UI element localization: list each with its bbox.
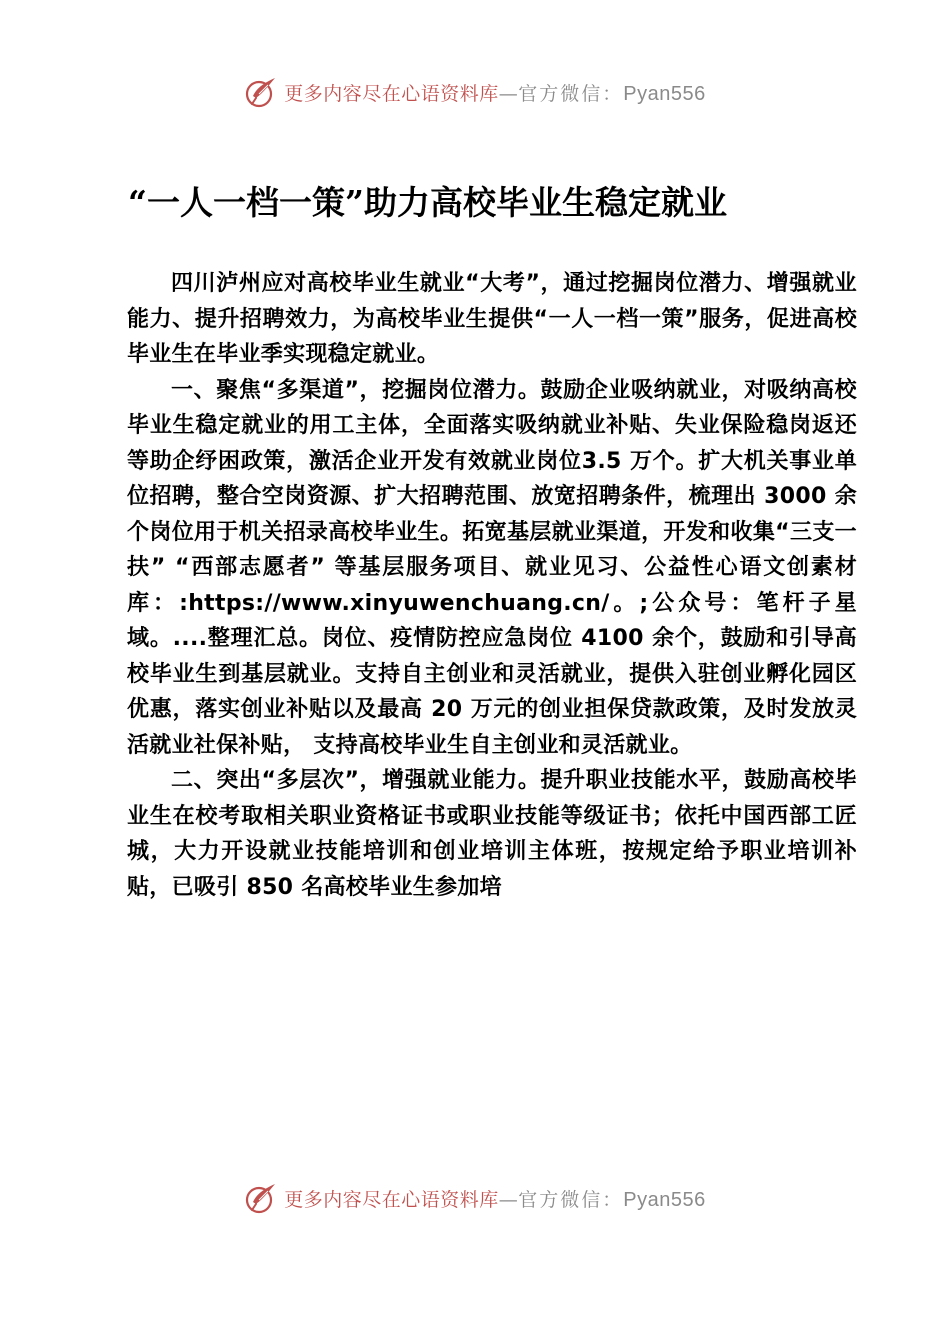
header-banner [0, 72, 950, 112]
banner-wechat-label: 官方微信： [518, 1188, 624, 1211]
banner-library-text: 更多内容尽在心语资料库 [284, 1188, 499, 1211]
banner-wechat-label: 官方微信： [518, 82, 624, 105]
banner-library-text: 更多内容尽在心语资料库 [284, 82, 499, 105]
banner-text [284, 79, 706, 106]
document-body [127, 266, 857, 905]
banner-separator: — [498, 1188, 519, 1211]
quill-logo-icon [244, 1181, 278, 1215]
banner-separator: — [498, 82, 519, 105]
document-title: “一人一档一策”助力高校毕业生稳定就业 [128, 183, 727, 222]
paragraph-intro: 四川泸州应对高校毕业生就业“大考”，通过挖掘岗位潜力、增强就业能力、提升招聘效力，为高校毕业生提供“一人一档一策”服务，促进高校毕业生在毕业季实现稳定就业。 [127, 271, 857, 367]
paragraph-section-2: 二、突出“多层次”，增强就业能力。提升职业技能水平，鼓励高校毕业生在校考取相关职业资格证书或职业技能等级证书；依托中国西部工匠城，大力开设就业技能培训和创业培训主体班，按规定给予职业培训补贴，已吸引 850 名高校毕业生参加培 [127, 768, 857, 900]
paragraph-section-1: 一、聚焦“多渠道”，挖掘岗位潜力。鼓励企业吸纳就业，对吸纳高校毕业生稳定就业的用工主体，全面落实吸纳就业补贴、失业保险稳岗返还等助企纾困政策，激活企业开发有效就业岗位3.5 万个。扩大机关事业单位招聘，整合空岗资源、扩大招聘范围、放宽招聘条件，梳理出 3000 余个岗位用于机关招录高校毕业生。拓宽基层就业渠道，开发和收集“三支一扶” “西部志愿者” 等基层服务项目、就业见习、公益性心语文创素材库：:https://www.xinyuwenchuang.cn/。;公众号：笔杆子星域。....整理汇总。岗位、疫情防控应急岗位 4100 余个，鼓励和引导高校毕业生到基层就业。支持自主创业和灵活就业，提供入驻创业孵化园区优惠，落实创业补贴以及最高 20 万元的创业担保贷款政策，及时发放灵活就业社保补贴， 支持高校毕业生自主创业和灵活就业。 [127, 377, 857, 758]
quill-logo-icon [244, 75, 278, 109]
banner-wechat-id: Pyan556 [623, 82, 706, 105]
banner-wechat-id: Pyan556 [623, 1188, 706, 1211]
banner-text [284, 1185, 706, 1212]
footer-banner [0, 1178, 950, 1218]
